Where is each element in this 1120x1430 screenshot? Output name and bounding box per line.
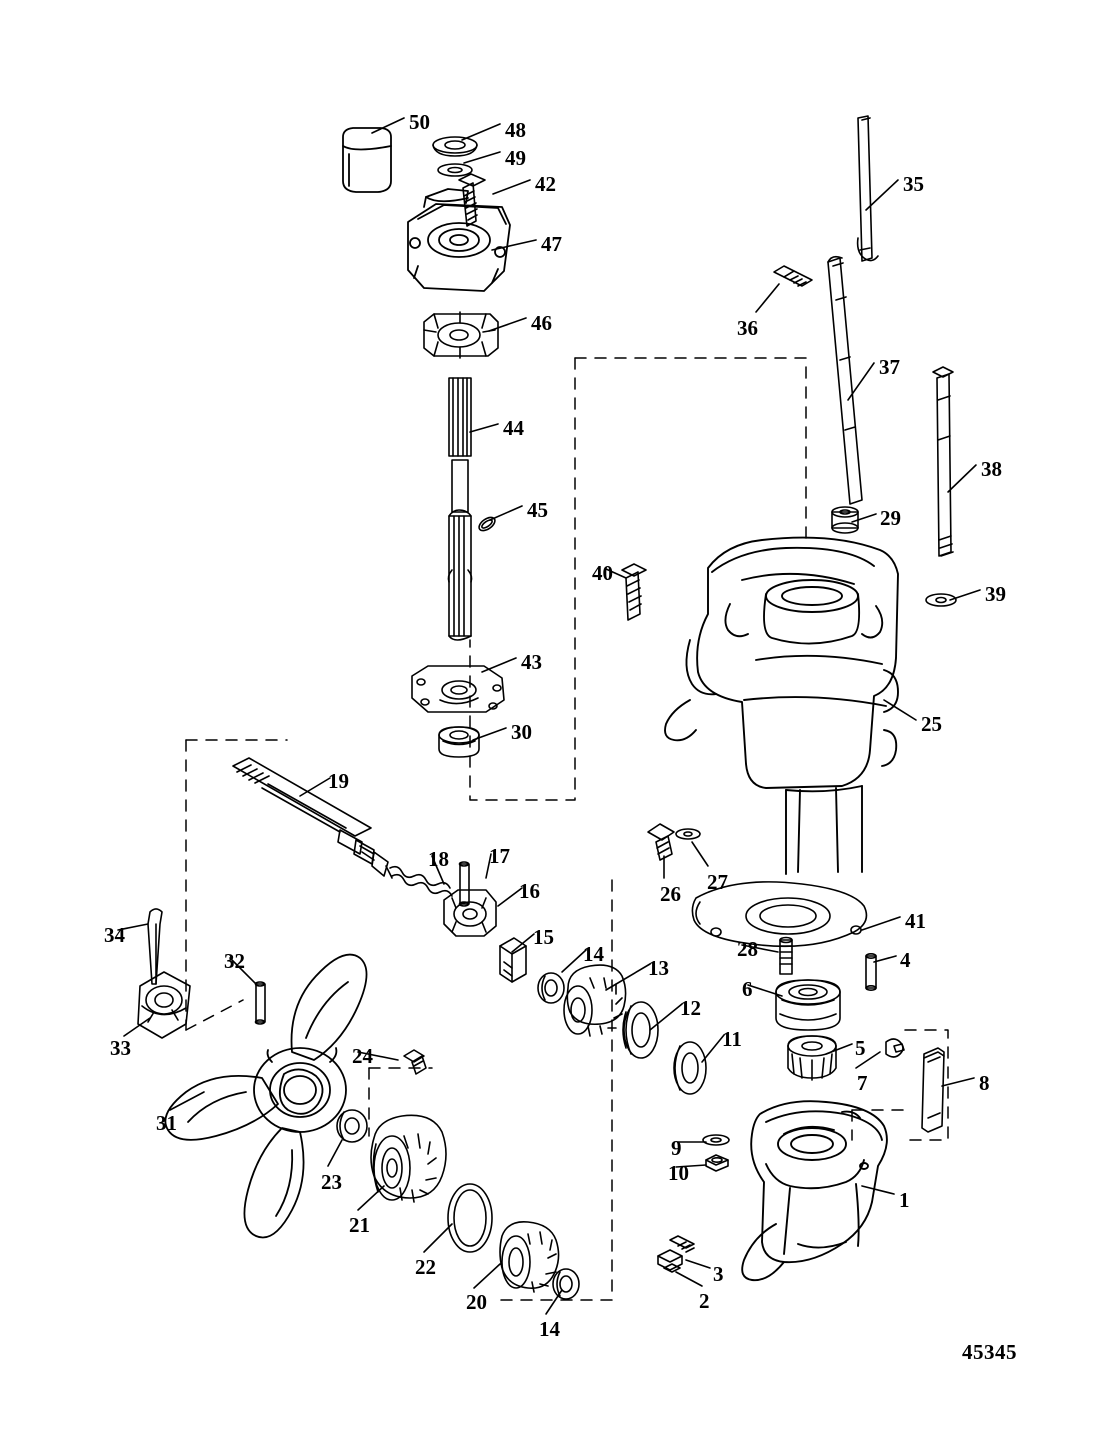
- callout-26: 26: [660, 882, 681, 906]
- callout-32: 32: [224, 949, 245, 973]
- part-22-oring: [448, 1184, 492, 1252]
- callout-50: 50: [409, 110, 430, 134]
- part-34-cotter-pin: [148, 909, 162, 984]
- callout-14-lower: 14: [539, 1317, 560, 1341]
- part-14b-thrust-washer: [553, 1269, 579, 1299]
- part-38-long-bolt: [933, 367, 953, 556]
- part-48-seal: [433, 137, 477, 156]
- callout-12: 12: [680, 996, 701, 1020]
- callout-37: 37: [879, 355, 900, 379]
- part-4-pin: [866, 954, 876, 990]
- callout-11: 11: [722, 1027, 742, 1051]
- part-32-pin: [256, 982, 266, 1024]
- callout-38: 38: [981, 457, 1002, 481]
- part-24-screw: [404, 1050, 426, 1074]
- part-46-impeller: [424, 312, 498, 358]
- part-21-bearing-carrier: [371, 1115, 446, 1202]
- part-45-oring: [477, 515, 497, 534]
- callout-46: 46: [531, 311, 552, 335]
- callout-15: 15: [533, 925, 554, 949]
- callout-2: 2: [699, 1289, 710, 1313]
- part-10-nut: [706, 1155, 728, 1171]
- part-28-dowel-pin: [780, 938, 792, 975]
- part-27-washer: [676, 829, 700, 839]
- drawing-number: 45345: [962, 1340, 1017, 1364]
- callout-21: 21: [349, 1213, 370, 1237]
- callout-30: 30: [511, 720, 532, 744]
- callout-27: 27: [707, 870, 728, 894]
- callout-19: 19: [328, 769, 349, 793]
- part-35-shift-shaft: [858, 116, 878, 261]
- part-17-cross-pin: [460, 862, 470, 906]
- part-9-washer: [703, 1135, 729, 1145]
- callout-42: 42: [535, 172, 556, 196]
- callout-6: 6: [742, 977, 753, 1001]
- part-43-face-plate: [412, 666, 504, 712]
- part-50-coupler: [343, 128, 391, 192]
- part-1-gear-housing-lower: [742, 1101, 887, 1280]
- callout-4: 4: [900, 948, 911, 972]
- callout-34: 34: [104, 923, 125, 947]
- part-26-screw: [648, 824, 674, 860]
- part-47-pump-housing: [408, 189, 510, 291]
- callout-1: 1: [899, 1188, 910, 1212]
- part-5-pinion-gear: [788, 1036, 836, 1080]
- part-3-screw: [670, 1236, 694, 1252]
- callout-20: 20: [466, 1290, 487, 1314]
- part-11-thrust-bearing: [674, 1042, 706, 1094]
- dashed-group-boxes: [186, 355, 948, 1300]
- part-13-forward-gear: [564, 965, 626, 1036]
- callout-7: 7: [857, 1071, 868, 1095]
- part-49-washer: [438, 164, 472, 176]
- callout-48: 48: [505, 118, 526, 142]
- callout-45: 45: [527, 498, 548, 522]
- part-30-seal: [439, 727, 479, 757]
- callout-41: 41: [905, 909, 926, 933]
- callout-14: 14: [583, 942, 604, 966]
- part-16-clutch-dog: [444, 890, 496, 936]
- part-33-prop-nut: [138, 972, 190, 1038]
- part-12-bearing-race: [623, 1002, 658, 1058]
- callout-23: 23: [321, 1170, 342, 1194]
- callout-13: 13: [648, 956, 669, 980]
- part-23-washer: [337, 1110, 367, 1142]
- callout-35: 35: [903, 172, 924, 196]
- part-44-drive-shaft: [448, 378, 471, 640]
- part-14-thrust-washer: [538, 973, 564, 1003]
- part-25-gear-housing: [665, 538, 898, 874]
- part-37-shift-rod: [828, 257, 862, 504]
- callout-33: 33: [110, 1036, 131, 1060]
- callout-3: 3: [713, 1262, 724, 1286]
- part-8-anode-bar: [922, 1048, 944, 1132]
- callout-18: 18: [428, 847, 449, 871]
- part-29-bushing: [832, 507, 858, 533]
- callout-31: 31: [156, 1111, 177, 1135]
- callout-49: 49: [505, 146, 526, 170]
- callout-8: 8: [979, 1071, 990, 1095]
- callout-10: 10: [668, 1161, 689, 1185]
- part-19-propeller-shaft: [233, 758, 388, 876]
- callout-47: 47: [541, 232, 562, 256]
- callout-5: 5: [855, 1036, 866, 1060]
- callout-25: 25: [921, 712, 942, 736]
- callout-28: 28: [737, 937, 758, 961]
- callout-29: 29: [880, 506, 901, 530]
- callout-44: 44: [503, 416, 524, 440]
- callout-43: 43: [521, 650, 542, 674]
- callout-9: 9: [671, 1136, 682, 1160]
- callout-24: 24: [352, 1044, 373, 1068]
- callout-22: 22: [415, 1255, 436, 1279]
- callout-16: 16: [519, 879, 540, 903]
- callout-36: 36: [737, 316, 758, 340]
- part-6-bearing: [776, 980, 840, 1030]
- part-40-screw: [622, 564, 646, 620]
- part-20-reverse-gear: [500, 1222, 559, 1292]
- callout-40: 40: [592, 561, 613, 585]
- callout-17: 17: [489, 844, 510, 868]
- part-36-screw: [774, 266, 812, 286]
- part-2-screw-head: [658, 1250, 682, 1272]
- part-7-clip: [886, 1039, 904, 1057]
- callout-39: 39: [985, 582, 1006, 606]
